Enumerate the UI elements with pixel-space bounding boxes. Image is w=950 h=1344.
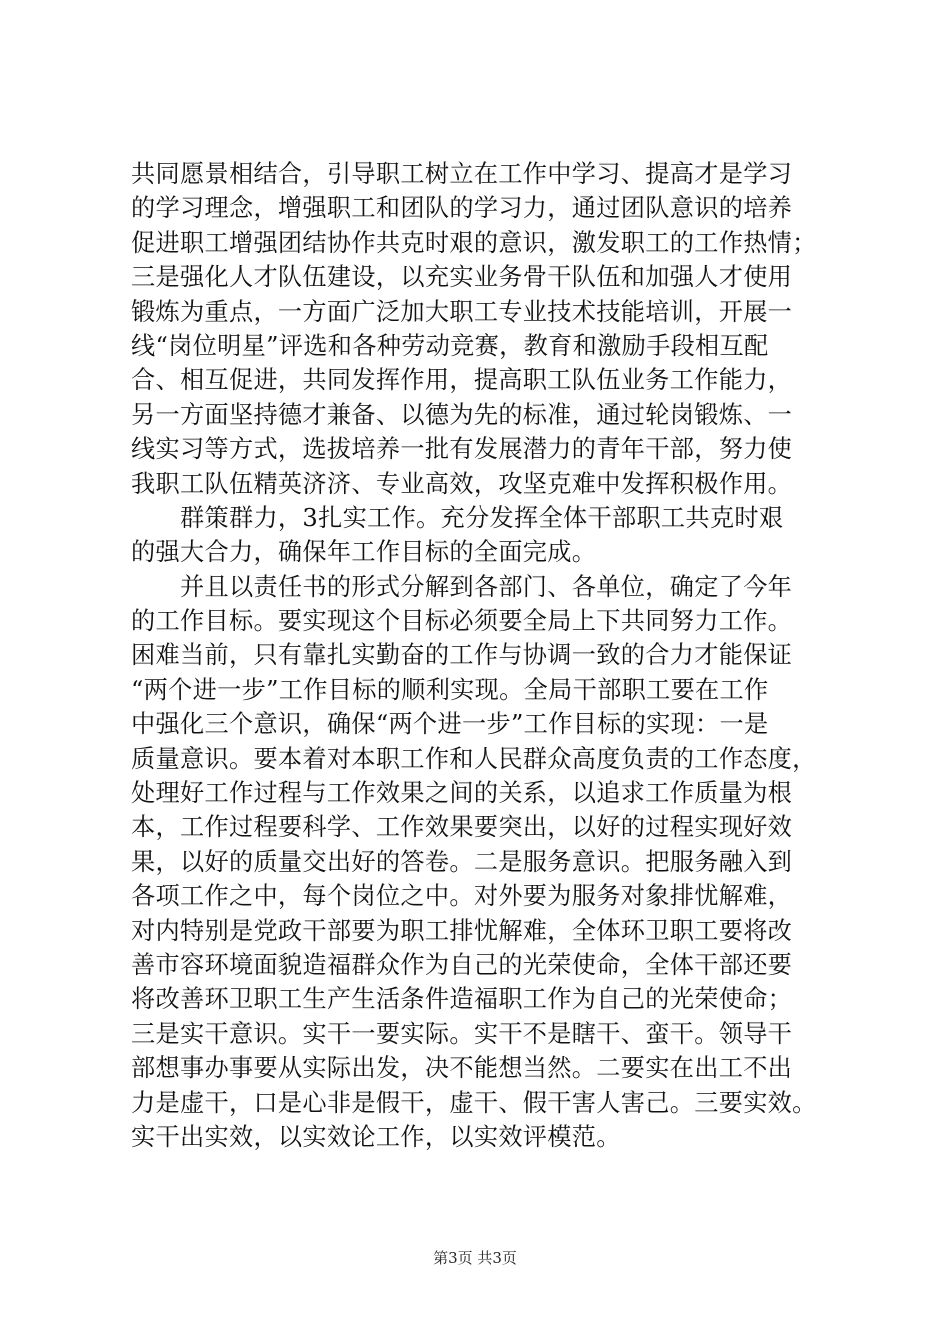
text-line: 善市容环境面貌造福群众作为自己的光荣使命，全体干部还要	[131, 950, 793, 979]
text-line: 促进职工增强团结协作共克时艰的意识，激发职工的工作热情；	[131, 228, 817, 257]
text-line: 三是强化人才队伍建设，以充实业务骨干队伍和加强人才使用	[131, 263, 793, 292]
text-line: 各项工作之中，每个岗位之中。对外要为服务对象排忧解难，	[131, 882, 793, 911]
body-text	[131, 157, 831, 1154]
text-line: 三是实干意识。实干一要实际。实干不是瞎干、蛮干。领导干	[131, 1019, 793, 1048]
page-footer: 第3页 共3页	[433, 1249, 517, 1267]
text-line: 本，工作过程要科学、工作效果要突出，以好的过程实现好效	[131, 813, 793, 842]
text-line: 质量意识。要本着对本职工作和人民群众高度负责的工作态度，	[131, 744, 817, 773]
text-line: 部想事办事要从实际出发，决不能想当然。二要实在出工不出	[131, 1054, 793, 1083]
text-line: 困难当前，只有靠扎实勤奋的工作与协调一致的合力才能保证	[131, 641, 793, 670]
text-line: 共同愿景相结合，引导职工树立在工作中学习、提高才是学习	[131, 160, 793, 188]
text-line: 的强大合力，确保年工作目标的全面完成。	[131, 538, 597, 567]
text-line: 并且以责任书的形式分解到各部门、各单位，确定了今年	[131, 572, 793, 601]
text-line: 锻炼为重点，一方面广泛加大职工专业技术技能培训，开展一	[131, 297, 793, 326]
text-line: 群策群力，3扎实工作。充分发挥全体干部职工共克时艰	[131, 503, 784, 532]
text-line: “两个进一步”工作目标的顺利实现。全局干部职工要在工作	[131, 675, 769, 704]
text-line: 线“岗位明星”评选和各种劳动竞赛，教育和激励手段相互配	[131, 331, 769, 360]
text-line: 将改善环卫职工生产生活条件造福职工作为自己的光荣使命；	[131, 985, 793, 1014]
text-line: 合、相互促进，共同发挥作用，提高职工队伍业务工作能力，	[131, 366, 793, 395]
text-line: 处理好工作过程与工作效果之间的关系，以追求工作质量为根	[131, 779, 793, 808]
text-line: 对内特别是党政干部要为职工排忧解难，全体环卫职工要将改	[131, 916, 793, 945]
text-line: 实干出实效，以实效论工作，以实效评模范。	[131, 1122, 621, 1151]
text-line: 另一方面坚持德才兼备、以德为先的标准，通过轮岗锻炼、一	[131, 400, 793, 429]
text-line: 力是虚干，口是心非是假干，虚干、假干害人害己。三要实效。	[131, 1088, 817, 1117]
text-line: 的工作目标。要实现这个目标必须要全局上下共同努力工作。	[131, 607, 793, 636]
text-line: 中强化三个意识，确保“两个进一步”工作目标的实现：一是	[131, 710, 769, 739]
text-line: 的学习理念，增强职工和团队的学习力，通过团队意识的培养	[131, 194, 793, 223]
text-line: 果，以好的质量交出好的答卷。二是服务意识。把服务融入到	[131, 847, 793, 876]
text-line: 线实习等方式，选拔培养一批有发展潜力的青年干部，努力使	[131, 435, 793, 464]
text-line: 我职工队伍精英济济、专业高效，攻坚克难中发挥积极作用。	[131, 469, 793, 498]
